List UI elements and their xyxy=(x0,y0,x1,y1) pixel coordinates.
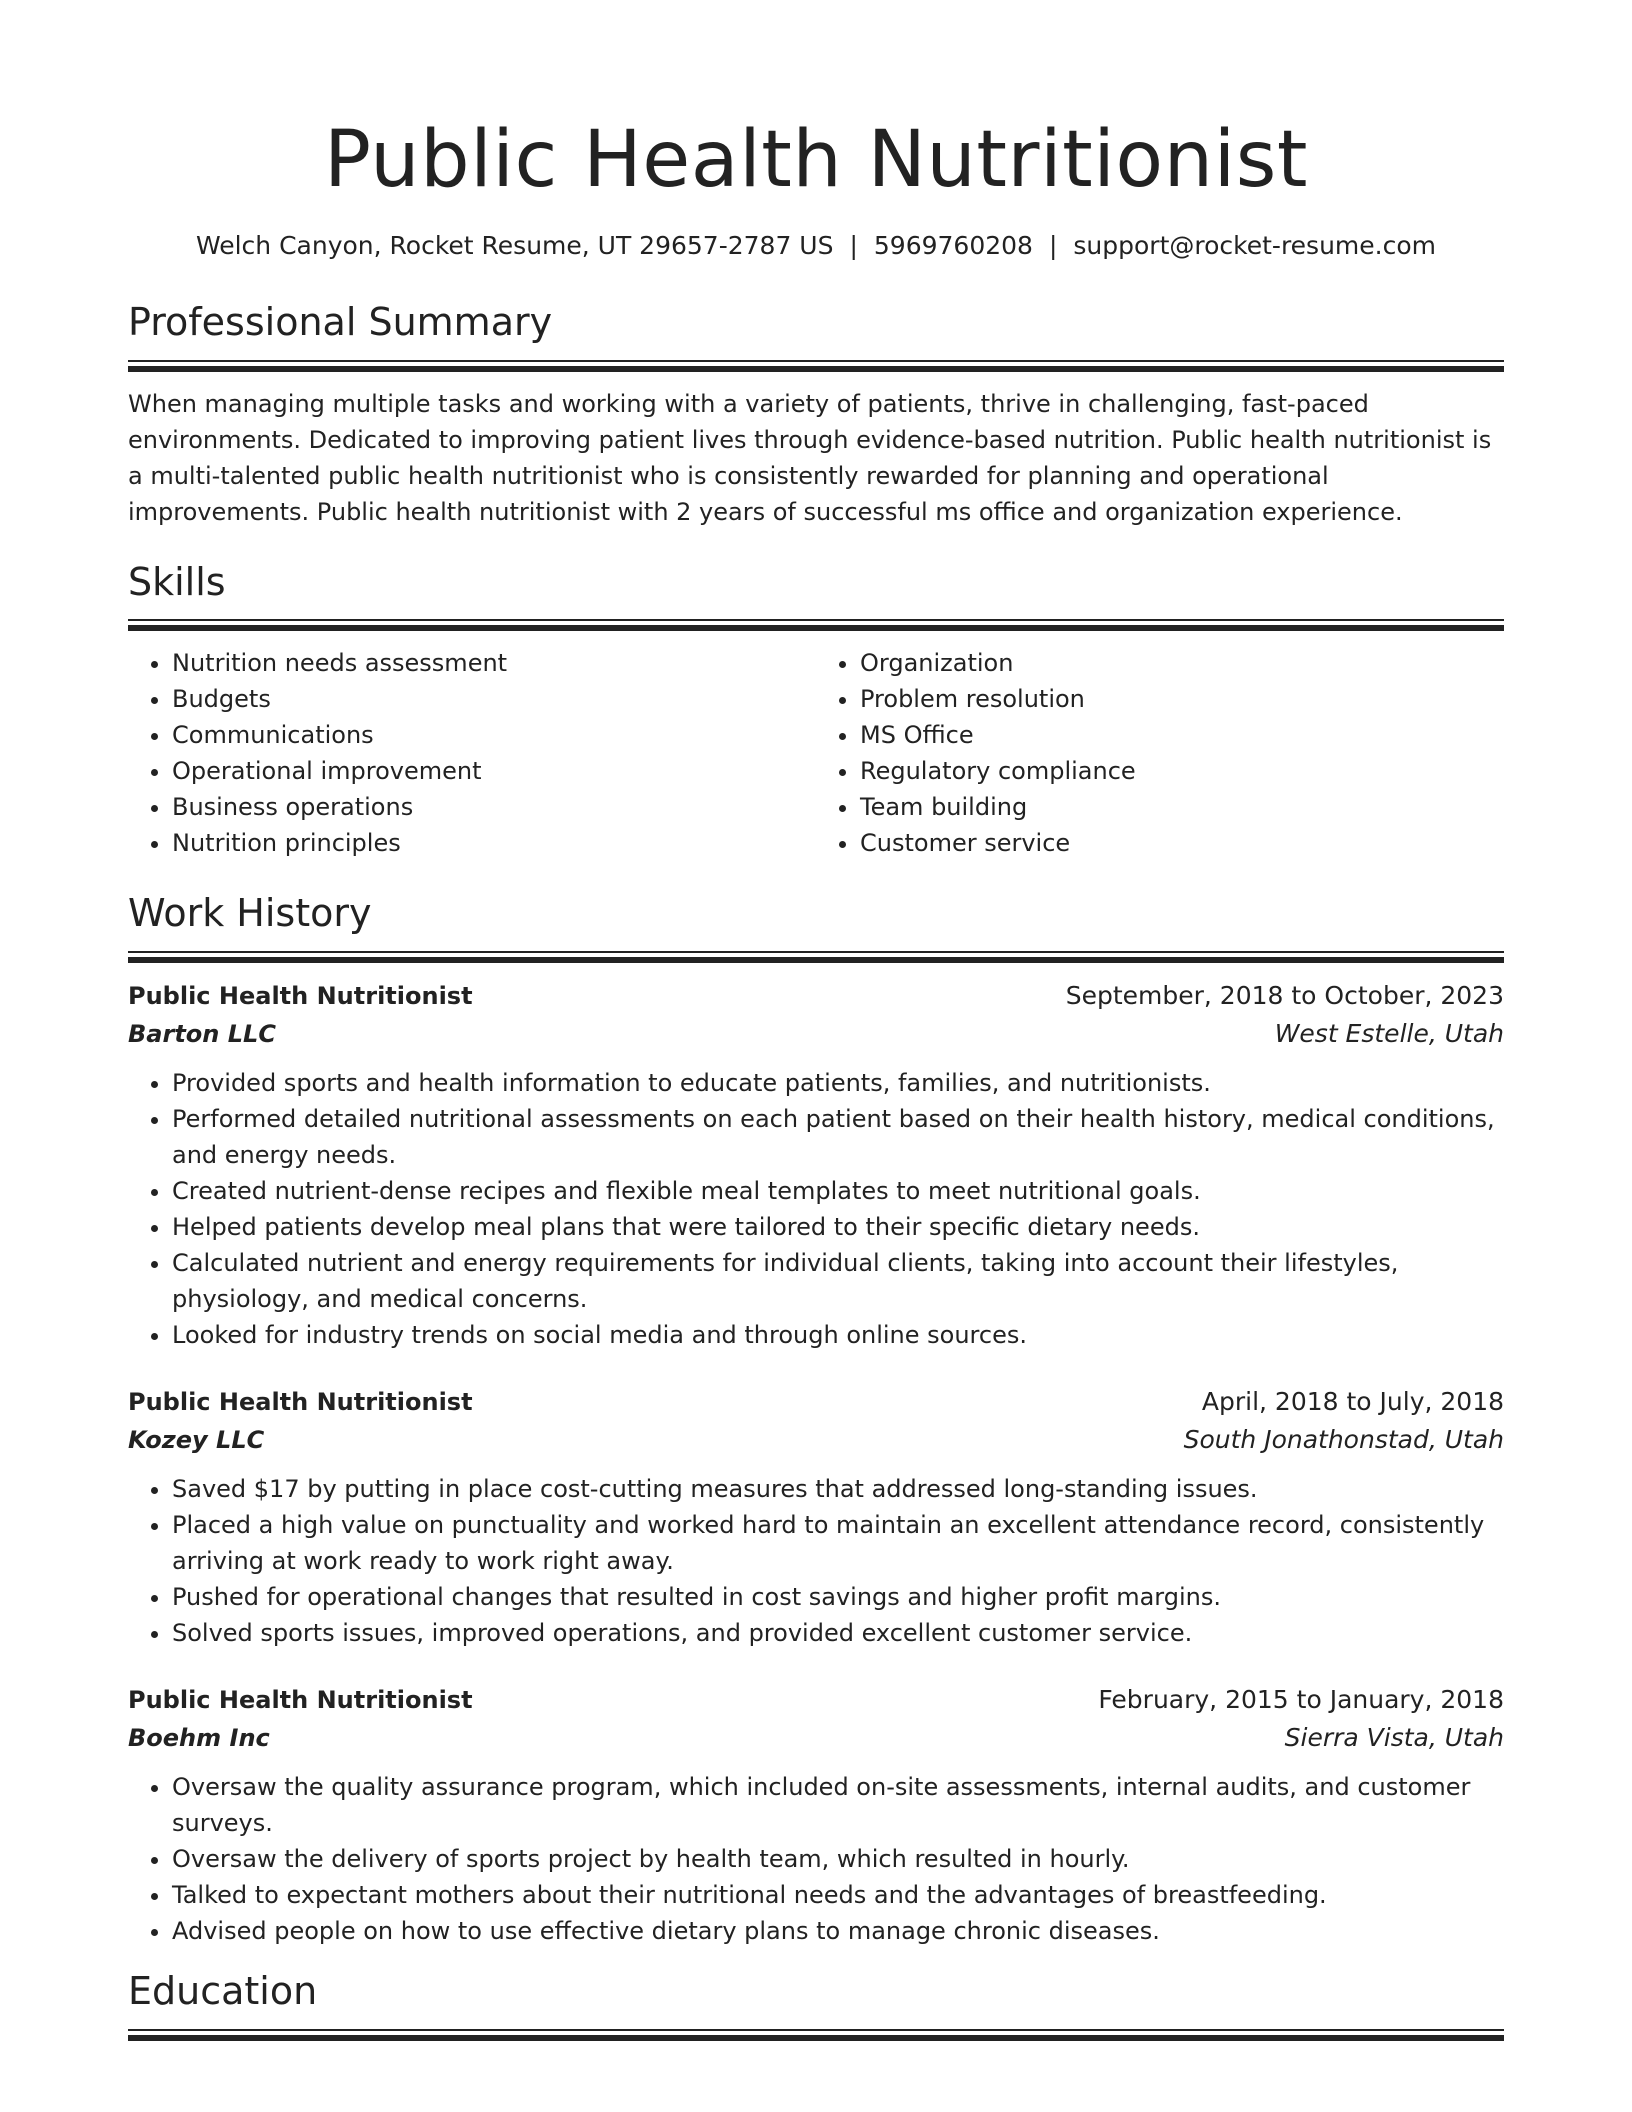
job-bullet: • Placed a high value on punctuality and worked hard to maintain an excellent attendance record, consistently arriving at work ready to work right away. xyxy=(172,1507,1504,1579)
job-bullet: • Performed detailed nutritional assessments on each patient based on their health history, medical conditions, and energy needs. xyxy=(172,1101,1504,1173)
skill-item: • Budgets xyxy=(172,681,816,717)
job-subheader xyxy=(128,1421,1504,1459)
section-divider xyxy=(128,619,1504,629)
skill-item: • Regulatory compliance xyxy=(860,753,1504,789)
job-entry xyxy=(128,1383,1504,1651)
contact-separator: | xyxy=(849,230,858,260)
job-bullets xyxy=(128,1065,1504,1353)
job-entry xyxy=(128,1681,1504,1949)
job-location: West Estelle, Utah xyxy=(1274,1019,1504,1049)
job-subheader xyxy=(128,1015,1504,1053)
section-title-summary: Professional Summary xyxy=(128,300,553,345)
job-title: Public Health Nutritionist xyxy=(128,982,473,1011)
work-section xyxy=(128,891,1504,1949)
job-dates: April, 2018 to July, 2018 xyxy=(1201,1387,1504,1417)
job-title: Public Health Nutritionist xyxy=(128,1686,473,1715)
summary-text: When managing multiple tasks and working with a variety of patients, thrive in challenging, fast-paced environments. Dedicated to improving patient lives through evidence-based nutrition. Public health nutritionist is a multi-talented public health nutritionist who is consistently rewarded for planning and operational improvements. Public health nutritionist with 2 years of successful ms office and organization experience. xyxy=(128,389,1492,526)
job-bullets xyxy=(128,1471,1504,1651)
section-title-education: Education xyxy=(128,1969,318,2014)
job-subheader xyxy=(128,1719,1504,1757)
skills-columns xyxy=(128,645,1504,861)
contact-email: support@rocket-resume.com xyxy=(1073,230,1437,260)
contact-separator: | xyxy=(1048,230,1058,260)
skill-item: • Communications xyxy=(172,717,816,753)
section-title-skills: Skills xyxy=(128,559,226,604)
job-header xyxy=(128,1383,1504,1421)
job-bullet: • Provided sports and health information to educate patients, families, and nutritionists. xyxy=(172,1065,1504,1101)
job-dates: February, 2015 to January, 2018 xyxy=(1098,1685,1504,1715)
job-bullet: • Solved sports issues, improved operations, and provided excellent customer service. xyxy=(172,1615,1504,1651)
job-dates: September, 2018 to October, 2023 xyxy=(1065,981,1504,1011)
skill-item: • Problem resolution xyxy=(860,681,1504,717)
contact-address: Welch Canyon, Rocket Resume, UT 29657-2787 US xyxy=(195,230,834,260)
section-divider xyxy=(128,360,1504,370)
job-bullet: • Looked for industry trends on social media and through online sources. xyxy=(172,1317,1504,1353)
resume-name: Public Health Nutritionist xyxy=(324,115,1308,205)
education-section xyxy=(128,1969,1504,2039)
job-bullet: • Oversaw the quality assurance program, which included on-site assessments, internal audits, and customer surveys. xyxy=(172,1769,1504,1841)
section-divider xyxy=(128,951,1504,961)
job-header xyxy=(128,977,1504,1015)
skill-item: • Business operations xyxy=(172,789,816,825)
job-bullet: • Helped patients develop meal plans that were tailored to their specific dietary needs. xyxy=(172,1209,1504,1245)
job-company: Boehm Inc xyxy=(128,1724,270,1753)
skill-item: • Team building xyxy=(860,789,1504,825)
skills-section xyxy=(128,560,1504,862)
contact-line xyxy=(128,230,1504,263)
job-header xyxy=(128,1681,1504,1719)
job-bullet: • Created nutrient-dense recipes and flexible meal templates to meet nutritional goals. xyxy=(172,1173,1504,1209)
skill-item: • Organization xyxy=(860,645,1504,681)
job-company: Kozey LLC xyxy=(128,1426,265,1455)
job-location: South Jonathonstad, Utah xyxy=(1183,1425,1504,1455)
contact-phone: 5969760208 xyxy=(873,230,1033,260)
job-bullets xyxy=(128,1769,1504,1949)
job-bullet: • Advised people on how to use effective dietary plans to manage chronic diseases. xyxy=(172,1913,1504,1949)
job-location: Sierra Vista, Utah xyxy=(1284,1723,1504,1753)
job-entry xyxy=(128,977,1504,1353)
skill-item: • Nutrition needs assessment xyxy=(172,645,816,681)
skill-item: • Customer service xyxy=(860,825,1504,861)
section-divider xyxy=(128,2029,1504,2039)
job-bullet: • Pushed for operational changes that resulted in cost savings and higher profit margins. xyxy=(172,1579,1504,1615)
skills-list-left xyxy=(128,645,816,861)
job-title: Public Health Nutritionist xyxy=(128,1388,473,1417)
job-company: Barton LLC xyxy=(128,1020,276,1049)
skill-item: • Nutrition principles xyxy=(172,825,816,861)
skills-list-right xyxy=(816,645,1504,861)
job-bullet: • Oversaw the delivery of sports project by health team, which resulted in hourly. xyxy=(172,1841,1504,1877)
skill-item: • Operational improvement xyxy=(172,753,816,789)
job-bullet: • Talked to expectant mothers about their nutritional needs and the advantages of breastfeeding. xyxy=(172,1877,1504,1913)
skill-item: • MS Office xyxy=(860,717,1504,753)
summary-section xyxy=(128,300,1504,530)
job-bullet: • Saved $17 by putting in place cost-cutting measures that addressed long-standing issues. xyxy=(172,1471,1504,1507)
job-bullet: • Calculated nutrient and energy requirements for individual clients, taking into account their lifestyles, physiology, and medical concerns. xyxy=(172,1245,1504,1317)
section-title-work: Work History xyxy=(128,891,372,936)
